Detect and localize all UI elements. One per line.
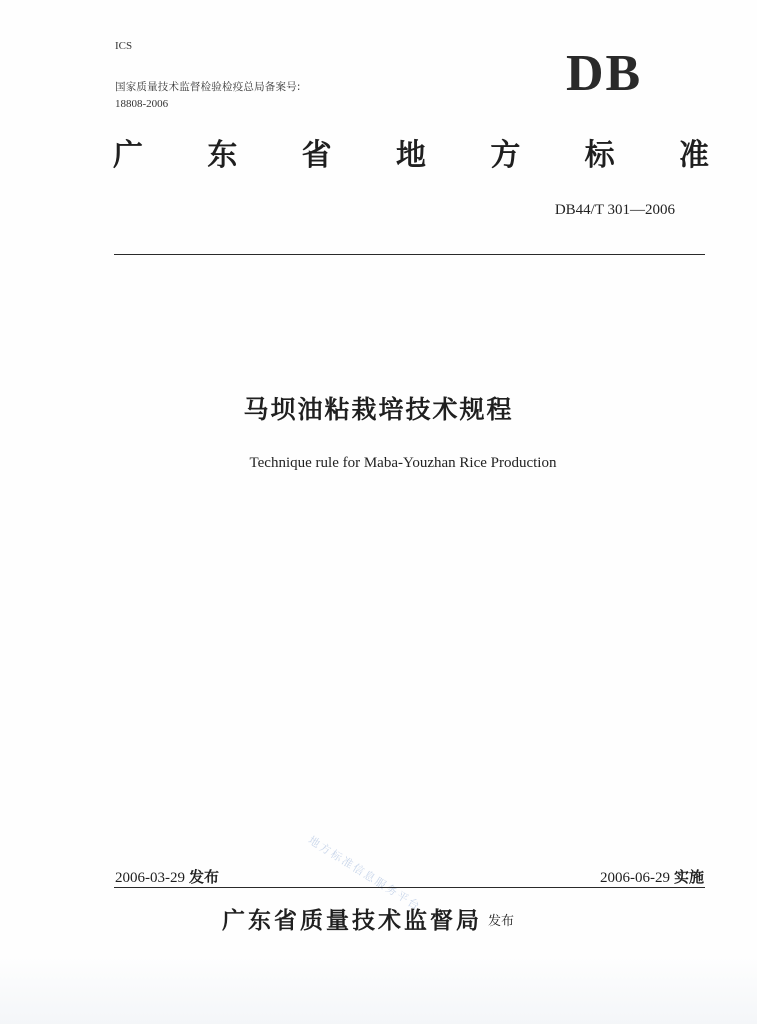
- issuer-word: 发布: [488, 914, 515, 929]
- implement-date: 2006-06-29: [599, 870, 670, 886]
- document-title-en: Technique rule for Maba-Youzhan Rice Production: [249, 455, 557, 471]
- standard-code: DB44/T 301—2006: [554, 202, 675, 218]
- standard-title-char: 地: [395, 138, 426, 173]
- watermark: 地方标准信息服务平台: [306, 833, 424, 914]
- issuer-line: [222, 902, 514, 935]
- standard-title-char: 省: [301, 138, 332, 173]
- scan-shadow: [0, 955, 757, 1024]
- top-divider: [114, 254, 705, 255]
- issue-date-line: [115, 866, 219, 887]
- ics-label: ICS: [115, 40, 133, 52]
- implement-word: 实施: [673, 868, 704, 886]
- record-number: 18808-2006: [115, 98, 169, 110]
- bottom-divider: [114, 887, 705, 888]
- issue-date: 2006-03-29: [115, 870, 185, 886]
- document-title-cn: 马坝油粘栽培技术规程: [243, 395, 514, 424]
- standard-title-char: 方: [490, 138, 521, 173]
- record-label: 国家质量技术监督检验检疫总局备案号:: [115, 81, 301, 93]
- issuer-name: 广东省质量技术监督局: [222, 908, 482, 934]
- standard-title-char: 准: [678, 138, 709, 173]
- standard-title-char: 广: [113, 138, 143, 173]
- standard-title: [113, 136, 709, 176]
- issue-word: 发布: [189, 868, 220, 886]
- db-logo: DB: [566, 45, 643, 102]
- standard-title-char: 标: [584, 138, 615, 173]
- standard-title-char: 东: [207, 138, 238, 173]
- implement-date-line: [600, 866, 704, 887]
